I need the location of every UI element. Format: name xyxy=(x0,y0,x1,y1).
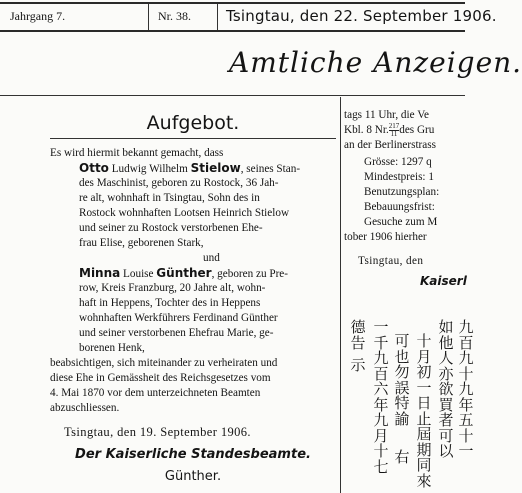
fraction-denominator: 11 xyxy=(390,130,398,138)
right-column xyxy=(344,98,474,493)
place-date-heading: Tsingtau, den 22. September 1906. xyxy=(226,7,497,25)
parcel-prefix: Kbl. 8 Nr. xyxy=(344,124,389,137)
groom-text-line: des Maschinist, geboren zu Rostock, 36 Jah- xyxy=(79,177,279,189)
chinese-column: 如他人亦欲買者可以 xyxy=(438,318,454,460)
groom-text-line: re alt, wohnhaft in Tsingtau, Sohn des in xyxy=(79,192,260,204)
chinese-column: 可也勿誤特諭 xyxy=(394,332,410,428)
bride-surname: Günther xyxy=(156,266,212,280)
groom-first-name: Otto xyxy=(79,161,109,175)
groom-surname: Stielow xyxy=(190,161,241,175)
notice-title: Aufgebot. xyxy=(146,112,240,134)
header-bottom-rule xyxy=(0,30,465,32)
right-text-line-parcel xyxy=(344,123,434,138)
chinese-column: 示 xyxy=(350,356,366,374)
newspaper-header xyxy=(0,0,497,32)
right-date-line: Tsingtau, den xyxy=(358,255,424,267)
right-text-line: Benutzungsplan: xyxy=(364,186,440,198)
right-text-line: an der Berlinerstrass xyxy=(344,139,436,151)
groom-text-line: Rostock wohnhaften Lootsen Heinrich Stielow xyxy=(79,207,290,219)
groom-text-line: und seiner zu Rostock verstorbenen Ehe- xyxy=(79,222,263,234)
fraction-numerator: 217 xyxy=(388,122,400,130)
volume-label: Jahrgang 7. xyxy=(10,9,66,23)
closing-line: abzuschliessen. xyxy=(50,402,120,414)
right-text-line: Grösse: 1297 q xyxy=(364,156,432,168)
chinese-column: 九百九十九年五十一 xyxy=(458,318,474,460)
chinese-column: 十月初一日止屆期同來 xyxy=(416,332,432,490)
bride-first-name: Minna xyxy=(79,266,121,280)
signature-office: Der Kaiserliche Standesbeamte. xyxy=(75,447,311,462)
notice-title-rule xyxy=(50,138,336,139)
bride-text-line: wohnhaften Werkführers Ferdinand Günther xyxy=(79,312,278,324)
bride-line xyxy=(79,266,288,282)
bride-text-line: und seiner verstorbenen Ehefrau Marie, ge- xyxy=(79,327,274,339)
header-separator xyxy=(148,4,149,30)
groom-middle-names: Ludwig Wilhelm xyxy=(108,163,191,175)
parcel-fraction xyxy=(389,123,400,138)
bride-text-line: borenen Henk, xyxy=(79,342,145,354)
section-title: Amtliche Anzeigen. xyxy=(229,46,522,79)
right-text-line: Gesuche zum M xyxy=(364,216,438,228)
closing-line: 4. Mai 1870 vor dem unterzeichneten Beamten xyxy=(50,387,261,399)
right-signature: Kaiserl xyxy=(420,274,467,288)
chinese-column: 一千九百六年九月十七 xyxy=(373,318,389,476)
column-separator xyxy=(340,97,341,493)
groom-line-rest: , seines Stan- xyxy=(240,163,301,175)
groom-text-line: frau Elise, geborenen Stark, xyxy=(79,237,204,249)
closing-line: beabsichtigen, sich miteinander zu verheiraten und xyxy=(50,357,278,369)
header-separator xyxy=(217,4,218,30)
bride-text-line: row, Kreis Franzburg, 20 Jahre alt, wohn- xyxy=(79,282,266,294)
notice-intro: Es wird hiermit bekannt gemacht, dass xyxy=(50,147,224,159)
chinese-column-heading: 德告 xyxy=(350,318,366,352)
notice-date-line: Tsingtau, den 19. September 1906. xyxy=(64,425,251,439)
bride-text-line: haft in Heppens, Tochter des in Heppens xyxy=(79,297,261,309)
section-rule xyxy=(0,95,465,96)
parcel-suffix: des Gru xyxy=(399,124,435,137)
right-text-line: tags 11 Uhr, die Ve xyxy=(344,109,429,121)
header-top-rule xyxy=(0,2,465,4)
bride-line-rest: , geboren zu Pre- xyxy=(211,268,288,280)
und-line: und xyxy=(203,252,220,264)
groom-line xyxy=(79,161,300,177)
bride-middle-names: Louise xyxy=(120,268,157,280)
right-text-line: Bebauungsfrist: xyxy=(364,201,435,213)
chinese-column: 右 xyxy=(394,448,410,466)
right-text-line: tober 1906 hierher xyxy=(344,231,427,243)
signature-name: Günther. xyxy=(164,469,222,484)
right-text-line: Mindestpreis: 1 xyxy=(364,171,434,183)
closing-line: diese Ehe in Gemässheit des Reichsgesetzes vom xyxy=(50,372,271,384)
issue-number: Nr. 38. xyxy=(158,9,191,23)
